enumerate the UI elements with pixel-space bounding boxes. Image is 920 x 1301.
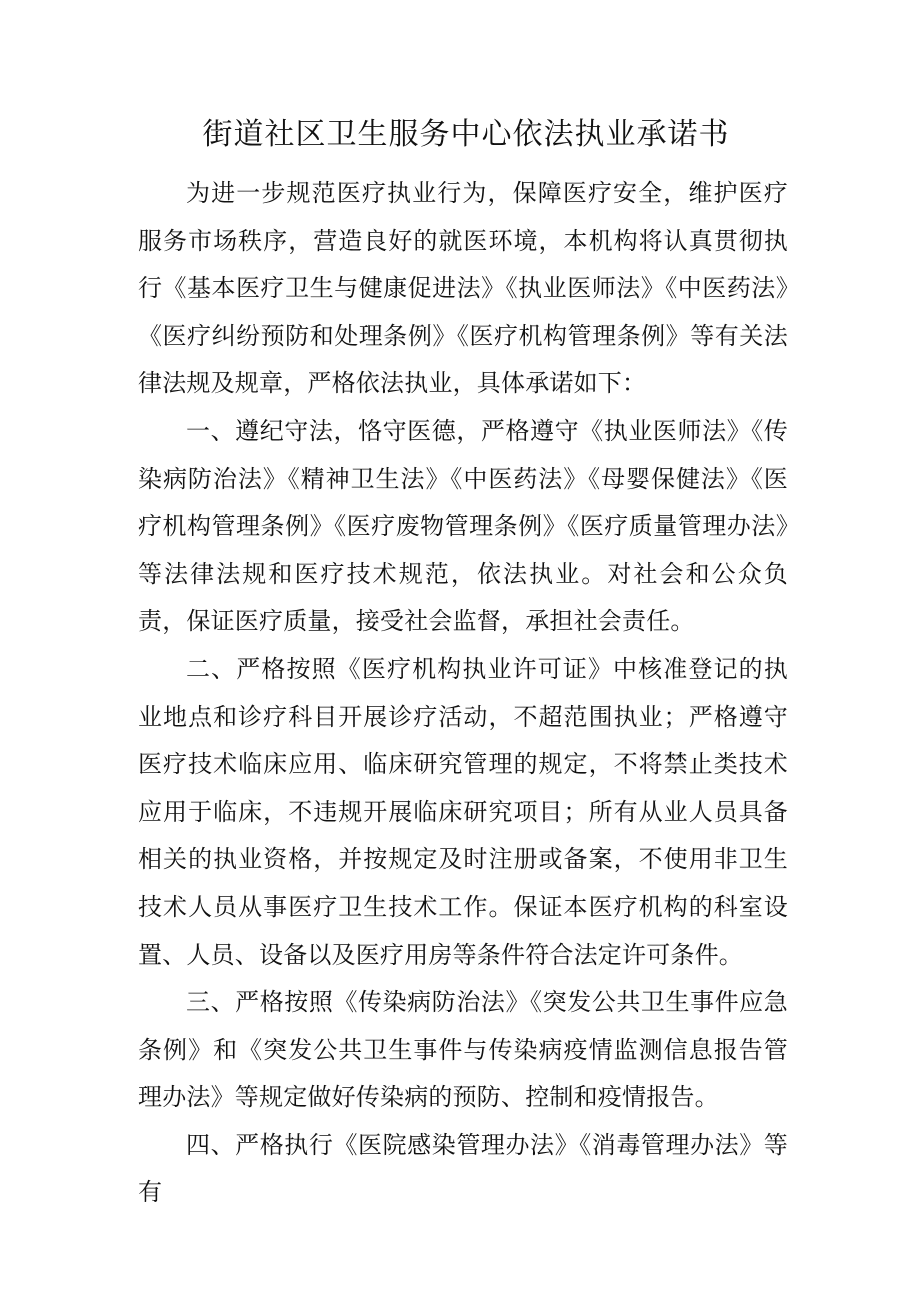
document-title: 街道社区卫生服务中心依法执业承诺书 xyxy=(202,117,730,152)
paragraph-item-4: 四、严格执行《医院感染管理办法》《消毒管理办法》等有 xyxy=(138,1130,788,1207)
document-body xyxy=(138,170,788,1217)
paragraph-item-1: 一、遵纪守法，恪守医德，严格遵守《执业医师法》《传染病防治法》《精神卫生法》《中医药法》《母婴保健法》《医疗机构管理条例》《医疗废物管理条例》《医疗质量管理办法》等法律法规和医疗技术规范，依法执业。对社会和公众负责，保证医疗质量，接受社会监督，承担社会责任。 xyxy=(138,416,788,636)
paragraph-item-3: 三、严格按照《传染病防治法》《突发公共卫生事件应急条例》和《突发公共卫生事件与传染病疫情监测信息报告管理办法》等规定做好传染病的预防、控制和疫情报告。 xyxy=(138,988,788,1112)
paragraph-item-2: 二、严格按照《医疗机构执业许可证》中核准登记的执业地点和诊疗科目开展诊疗活动，不超范围执业；严格遵守医疗技术临床应用、临床研究管理的规定，不将禁止类技术应用于临床，不违规开展临床研究项目；所有从业人员具备相关的执业资格，并按规定及时注册或备案，不使用非卫生技术人员从事医疗卫生技术工作。保证本医疗机构的科室设置、人员、设备以及医疗用房等条件符合法定许可条件。 xyxy=(138,654,788,969)
paragraph-intro: 为进一步规范医疗执业行为，保障医疗安全，维护医疗服务市场秩序，营造良好的就医环境，本机构将认真贯彻执行《基本医疗卫生与健康促进法》《执业医师法》《中医药法》《医疗纠纷预防和处理条例》《医疗机构管理条例》等有关法律法规及规章，严格依法执业，具体承诺如下： xyxy=(138,179,788,398)
